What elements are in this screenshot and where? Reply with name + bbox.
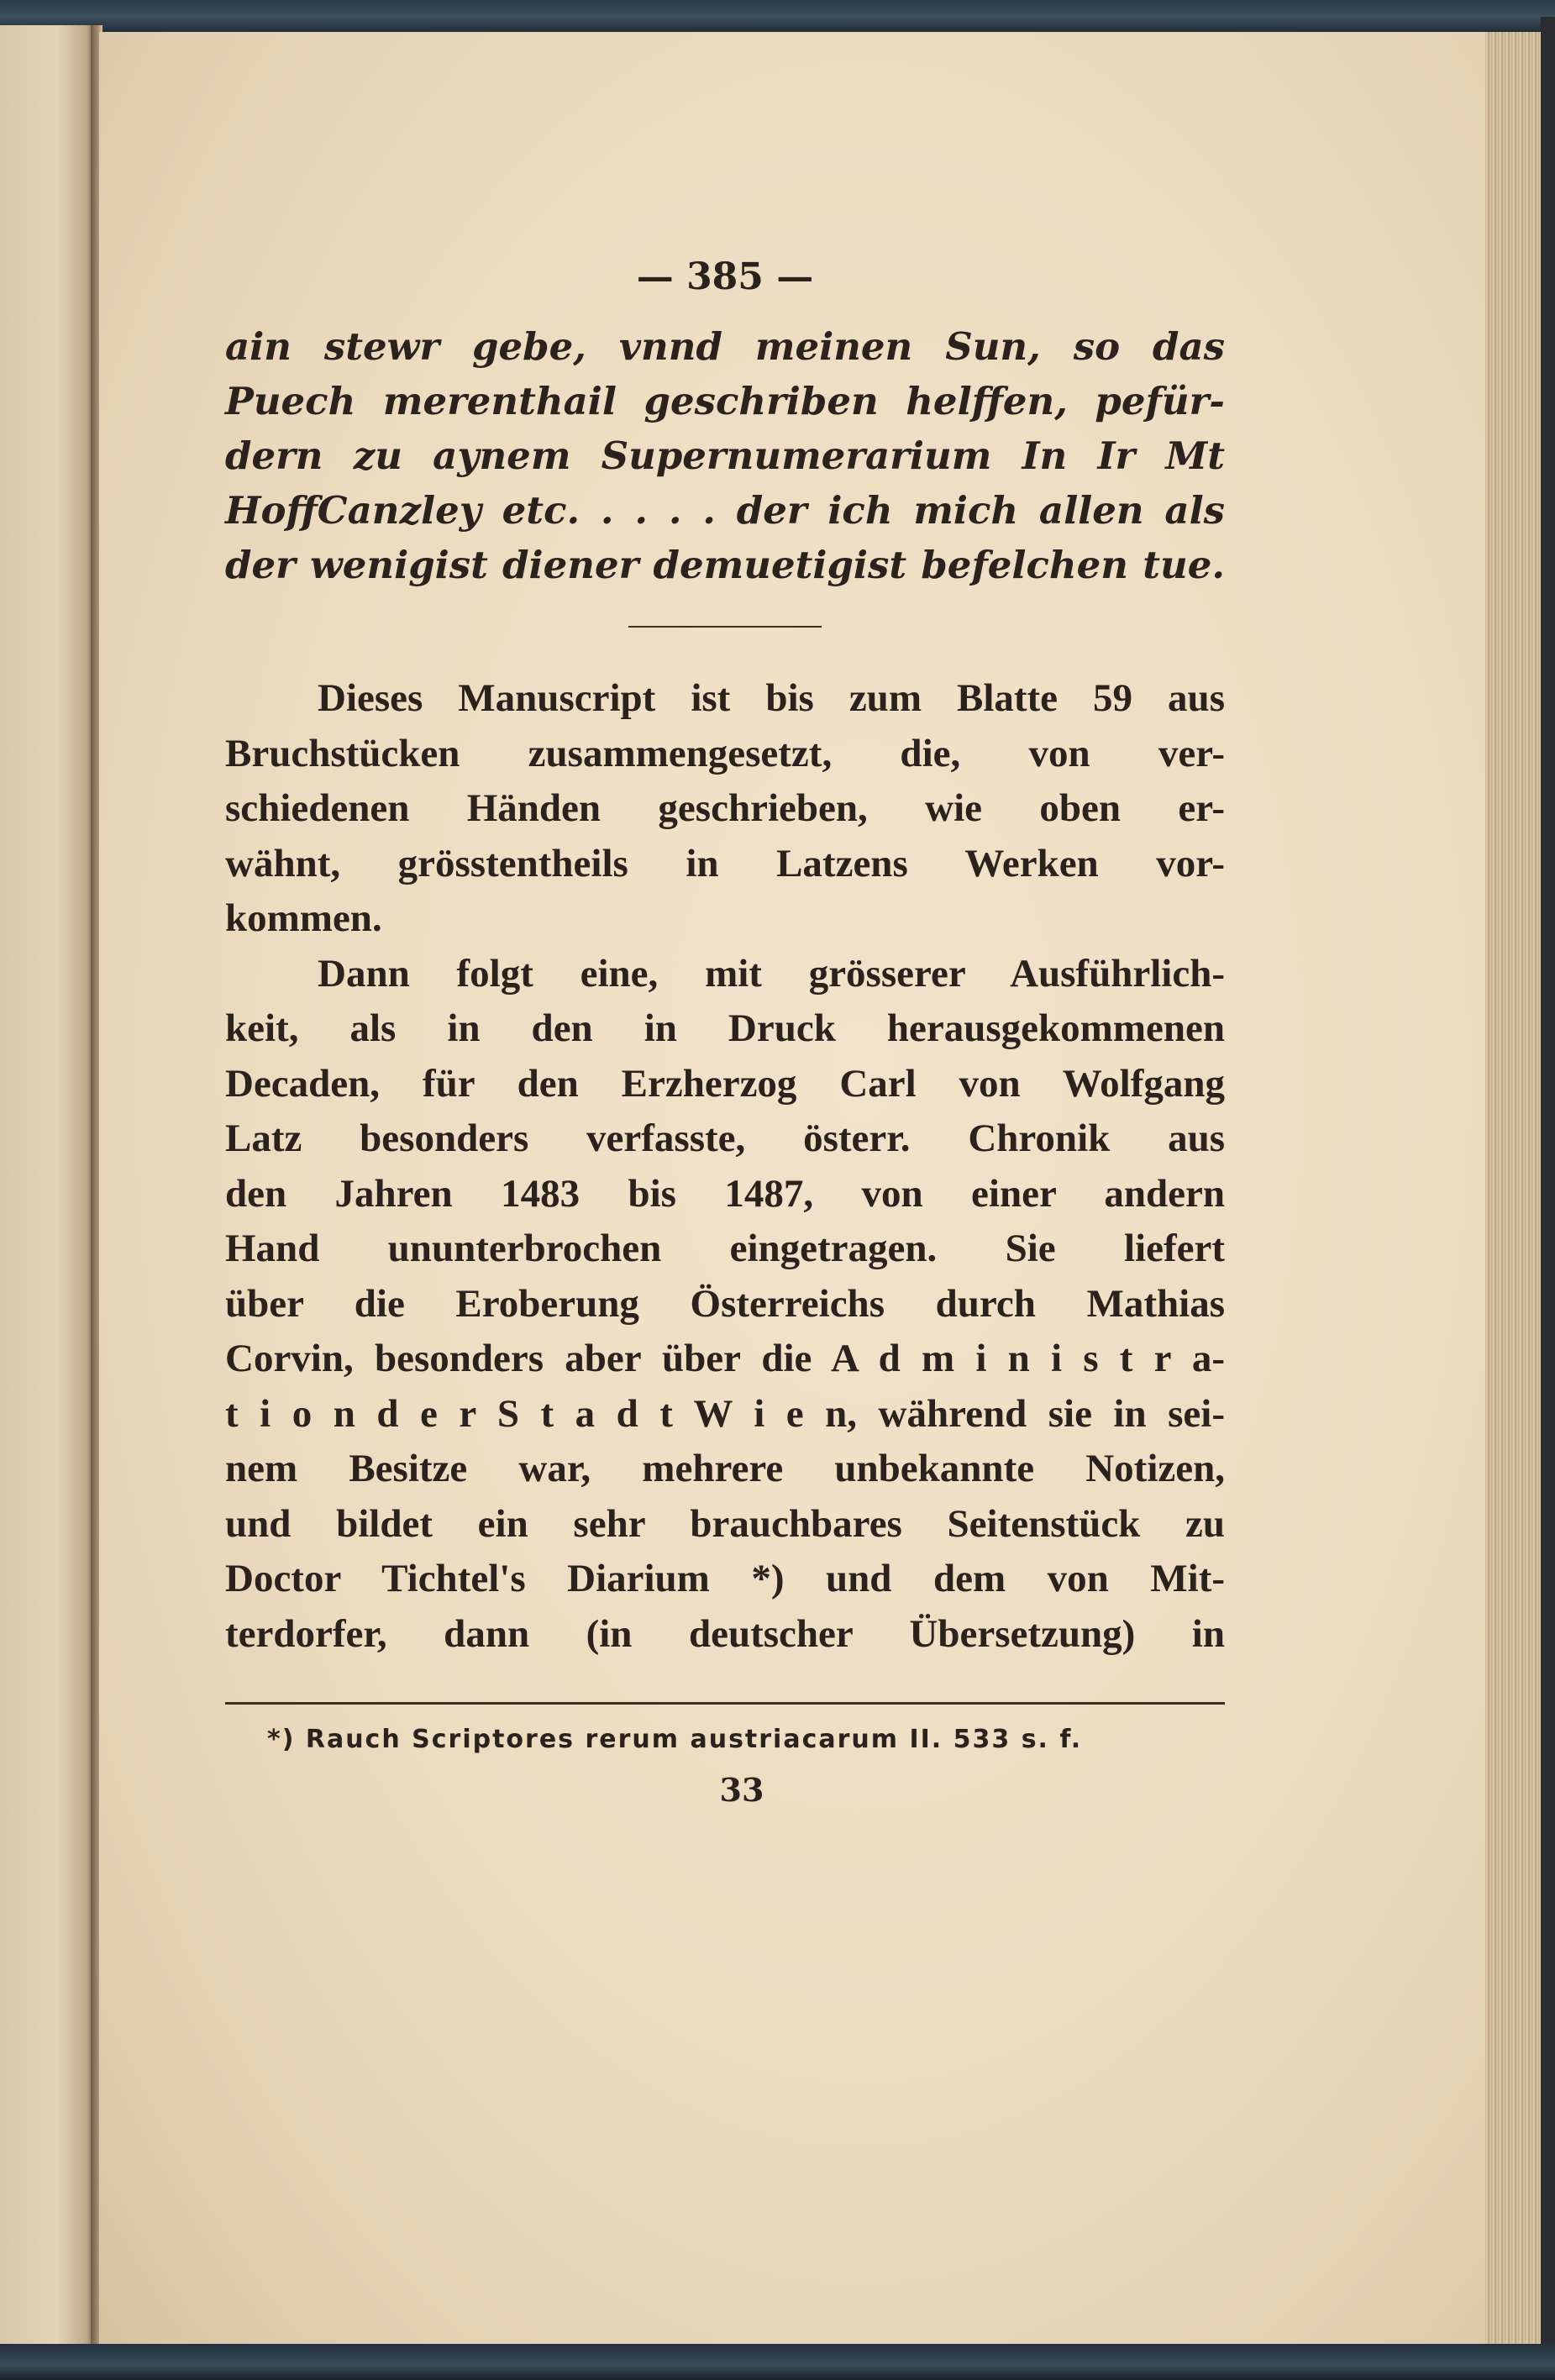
edge-shadow [1541,17,1555,2361]
signature-mark: 33 [719,1771,764,1809]
text-line: Dieses Manuscript ist bis zum Blatte 59 aus [318,676,1225,720]
text-line: keit, als in den in Druck herausgekommenen [225,1006,1225,1050]
footnote-rule [225,1702,1225,1705]
text-line: kommen. [225,896,382,940]
text-line: und bildet ein sehr brauchbares Seitenstück zu [225,1501,1225,1546]
quote-line: Puech merenthail geschriben helffen, pefür- [225,379,1225,423]
text-line: terdorfer, dann (in deutscher Übersetzung) in [225,1611,1225,1656]
left-page-edge [0,25,94,2348]
quote-line: dern zu aynem Supernumerarium In Ir Mt [225,433,1225,478]
text-line: Decaden, für den Erzherzog Carl von Wolfgang [225,1061,1225,1106]
quote-line: ain stewr gebe, vnnd meinen Sun, so das [225,324,1225,369]
page-number: — 385 — [636,255,814,298]
text-line: wähnt, grösstentheils in Latzens Werken vor- [225,841,1225,885]
paragraph-2 [225,947,1225,1663]
quote-line: HoffCanzley etc. . . . . der ich mich allen als [225,488,1225,533]
quote-block [225,319,1225,592]
page-edges [1485,32,1541,2346]
text-line: Hand ununterbrochen eingetragen. Sie liefert [225,1227,1225,1270]
text-line: Corvin, besonders aber über die A d m i n i s t r a- [225,1337,1225,1380]
page-content [225,252,1225,1809]
text-line: über die Eroberung Österreichs durch Mathias [225,1281,1225,1326]
text-line: t i o n d e r S t a d t W i e n, während sie in sei- [225,1391,1225,1436]
text-line: schiedenen Händen geschrieben, wie oben er- [225,786,1225,830]
footnote: *) Rauch Scriptores rerum austriacarum II. 533 s. f. [267,1725,1083,1754]
book-cover-bottom [0,2344,1555,2380]
text-line: Doctor Tichtel's Diarium *) und dem von Mit- [225,1557,1225,1600]
text-line: nem Besitze war, mehrere unbekannte Notizen, [225,1447,1225,1490]
text-line: Bruchstücken zusammengesetzt, die, von ver- [225,731,1225,775]
text-line: Dann folgt eine, mit grösserer Ausführlich- [318,951,1225,996]
paragraph-1 [225,671,1225,947]
text-line: Latz besonders verfasste, österr. Chronik aus [225,1116,1225,1160]
text-line: den Jahren 1483 bis 1487, von einer andern [225,1171,1225,1216]
section-divider [628,626,822,628]
quote-line: der wenigist diener demuetigist befelchen tue. [225,543,1225,587]
book-cover-top [0,0,1555,34]
